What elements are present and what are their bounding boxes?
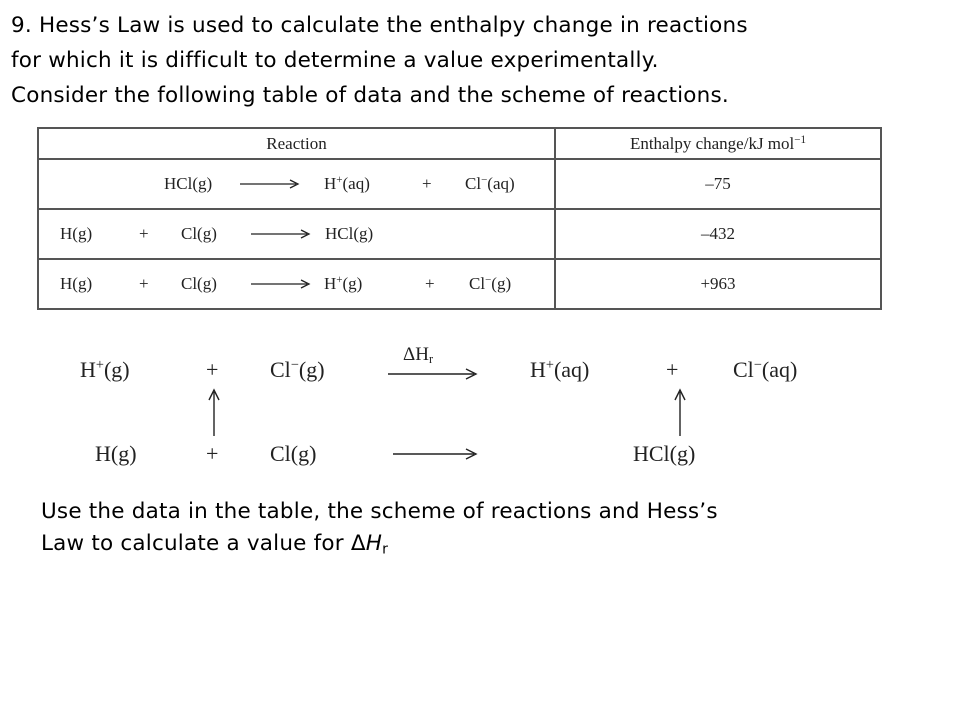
species: Cl(g) <box>181 274 217 293</box>
reaction-arrow-icon <box>240 174 300 194</box>
prompt-line-1: Use the data in the table, the scheme of reactions and Hess’s <box>41 499 718 524</box>
species: H+(aq) <box>324 173 370 193</box>
question-text <box>11 8 951 113</box>
table-row <box>38 259 881 309</box>
question-line-3: Consider the following table of data and the scheme of reactions. <box>11 83 729 108</box>
prompt-line-2: Law to calculate a value for $\Delta H_r$ <box>41 531 389 558</box>
reaction-arrow-icon <box>393 448 478 460</box>
header-enthalpy: Enthalpy change/kJ mol$^{-1}$ <box>555 128 881 159</box>
species: HCl(g) <box>164 174 213 193</box>
plus-sign: + <box>139 274 149 293</box>
scheme-cl-minus-aq: Cl−(aq) <box>733 357 798 382</box>
species: HCl(g) <box>325 224 374 243</box>
scheme-h-plus-aq: H+(aq) <box>530 357 590 382</box>
scheme-cl-minus-gas: Cl−(g) <box>270 357 325 382</box>
enthalpy-value: –75 <box>555 159 881 209</box>
species: H(g) <box>60 274 93 293</box>
plus-sign: + <box>425 274 435 293</box>
plus-sign: + <box>666 357 679 382</box>
plus-sign: + <box>206 357 219 382</box>
question-line-2: for which it is difficult to determine a value experimentally. <box>11 48 659 73</box>
reaction-arrow-icon <box>251 224 311 244</box>
scheme-hcl-gas: HCl(g) <box>633 441 696 466</box>
reaction-cell <box>38 259 555 309</box>
up-arrow-icon <box>207 388 221 438</box>
plus-sign: + <box>139 224 149 243</box>
species: H+(g) <box>324 273 363 293</box>
up-arrow-icon <box>673 388 687 438</box>
enthalpy-value: –432 <box>555 209 881 259</box>
task-prompt <box>41 496 921 560</box>
species: Cl−(g) <box>469 273 512 293</box>
plus-sign: + <box>422 174 432 193</box>
reaction-cell <box>38 209 555 259</box>
header-reaction: Reaction <box>38 128 555 159</box>
reaction-arrow-icon <box>251 274 311 294</box>
species: Cl(g) <box>181 224 217 243</box>
reaction-cell <box>38 159 555 209</box>
species: H(g) <box>60 224 93 243</box>
delta-h-arrow-icon <box>388 368 478 380</box>
table-row <box>38 209 881 259</box>
plus-sign: + <box>206 441 219 466</box>
question-line-1: 9. Hess’s Law is used to calculate the enthalpy change in reactions <box>11 13 748 38</box>
species: Cl−(aq) <box>465 173 515 193</box>
enthalpy-data-table <box>37 127 882 310</box>
table-header-row <box>38 128 881 159</box>
reaction-scheme <box>60 340 860 480</box>
scheme-h-gas: H(g) <box>95 441 137 466</box>
scheme-h-plus-gas: H+(g) <box>80 357 130 382</box>
delta-h-r-label: $\Delta H_r$ <box>403 344 434 367</box>
enthalpy-value: +963 <box>555 259 881 309</box>
scheme-cl-gas: Cl(g) <box>270 441 317 466</box>
table-row <box>38 159 881 209</box>
